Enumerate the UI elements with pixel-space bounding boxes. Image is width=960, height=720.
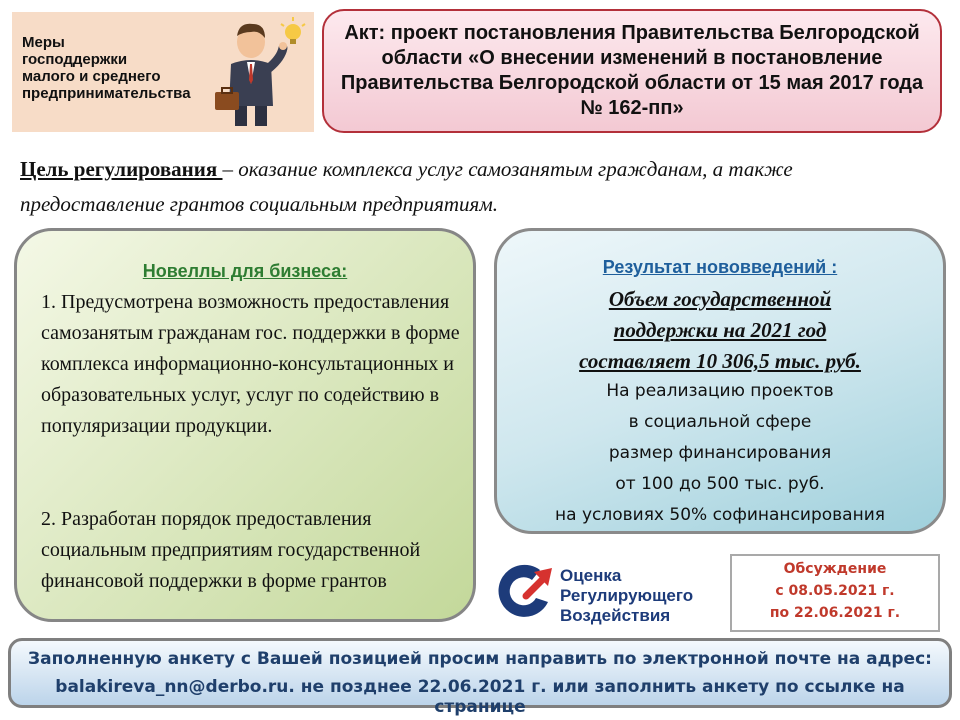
banner-title-line: малого и среднего — [22, 68, 161, 85]
result-panel — [494, 228, 946, 534]
orv-logo — [496, 560, 728, 630]
discussion-title: Обсуждение — [783, 561, 887, 577]
footer-line: balakireva_nn@derbo.ru. не позднее 22.06.2021 г. или заполнить анкету по ссылке на странице — [55, 677, 905, 717]
logo-line: Оценка — [560, 566, 622, 585]
result-emphasis-line: Объем государственной — [608, 287, 832, 311]
banner-title — [22, 34, 192, 102]
banner — [12, 12, 314, 132]
logo-line: Воздействия — [560, 606, 671, 625]
novelties-title: Новеллы для бизнеса: — [142, 261, 348, 281]
banner-title-line: предпринимательства — [22, 85, 191, 102]
result-title: Результат нововведений : — [602, 257, 838, 277]
result-line: на условиях 50% софинансирования — [555, 505, 885, 525]
goal-text: оказание комплекса услуг самозанятым гражданам, а также предоставление грантов социальным предприятиям. — [20, 157, 793, 216]
novelty-item: 1. Предусмотрена возможность предоставления самозанятым гражданам гос. поддержки в форме комплекса информационно-консультационных и образовательных услуг, услуг по содействию в популяризации продукции. — [41, 291, 460, 437]
discussion-period-box — [730, 554, 940, 632]
feedback-footer — [8, 638, 952, 717]
banner-title-line: господдержки — [22, 51, 128, 68]
act-text: Акт: проект постановления Правительства Белгородской области «О внесении изменений в постановление Правительства Белгородской области от 15 мая 2017 года № 162-пп» — [340, 22, 924, 119]
result-line: в социальной сфере — [628, 412, 812, 432]
discussion-end-date: по 22.06.2021 г. — [769, 605, 901, 621]
goal-dash: – — [222, 157, 239, 181]
act-box — [322, 9, 942, 133]
novelties-panel — [14, 228, 476, 622]
footer-line: Заполненную анкету с Вашей позицией просим направить по электронной почте на адрес: — [28, 649, 932, 669]
regulation-goal — [20, 152, 940, 222]
goal-label: Цель регулирования — [20, 157, 223, 181]
orv-logo-icon — [496, 562, 556, 626]
result-line: размер финансирования — [608, 443, 832, 463]
result-emphasis-line: поддержки на 2021 год — [613, 318, 827, 342]
result-line: На реализацию проектов — [606, 381, 834, 401]
banner-title-line: Меры — [22, 34, 65, 51]
orv-logo-text — [560, 566, 693, 626]
discussion-start-date: с 08.05.2021 г. — [775, 583, 895, 599]
businessman-illustration — [207, 14, 311, 130]
result-emphasis-line: составляет 10 306,5 тыс. руб. — [579, 349, 861, 373]
result-line: от 100 до 500 тыс. руб. — [615, 474, 825, 494]
lightbulb-icon — [281, 17, 305, 44]
novelty-item: 2. Разработан порядок предоставления социальным предприятиям государственной финансовой поддержки в форме грантов — [41, 508, 421, 592]
logo-line: Регулирующего — [560, 586, 694, 605]
